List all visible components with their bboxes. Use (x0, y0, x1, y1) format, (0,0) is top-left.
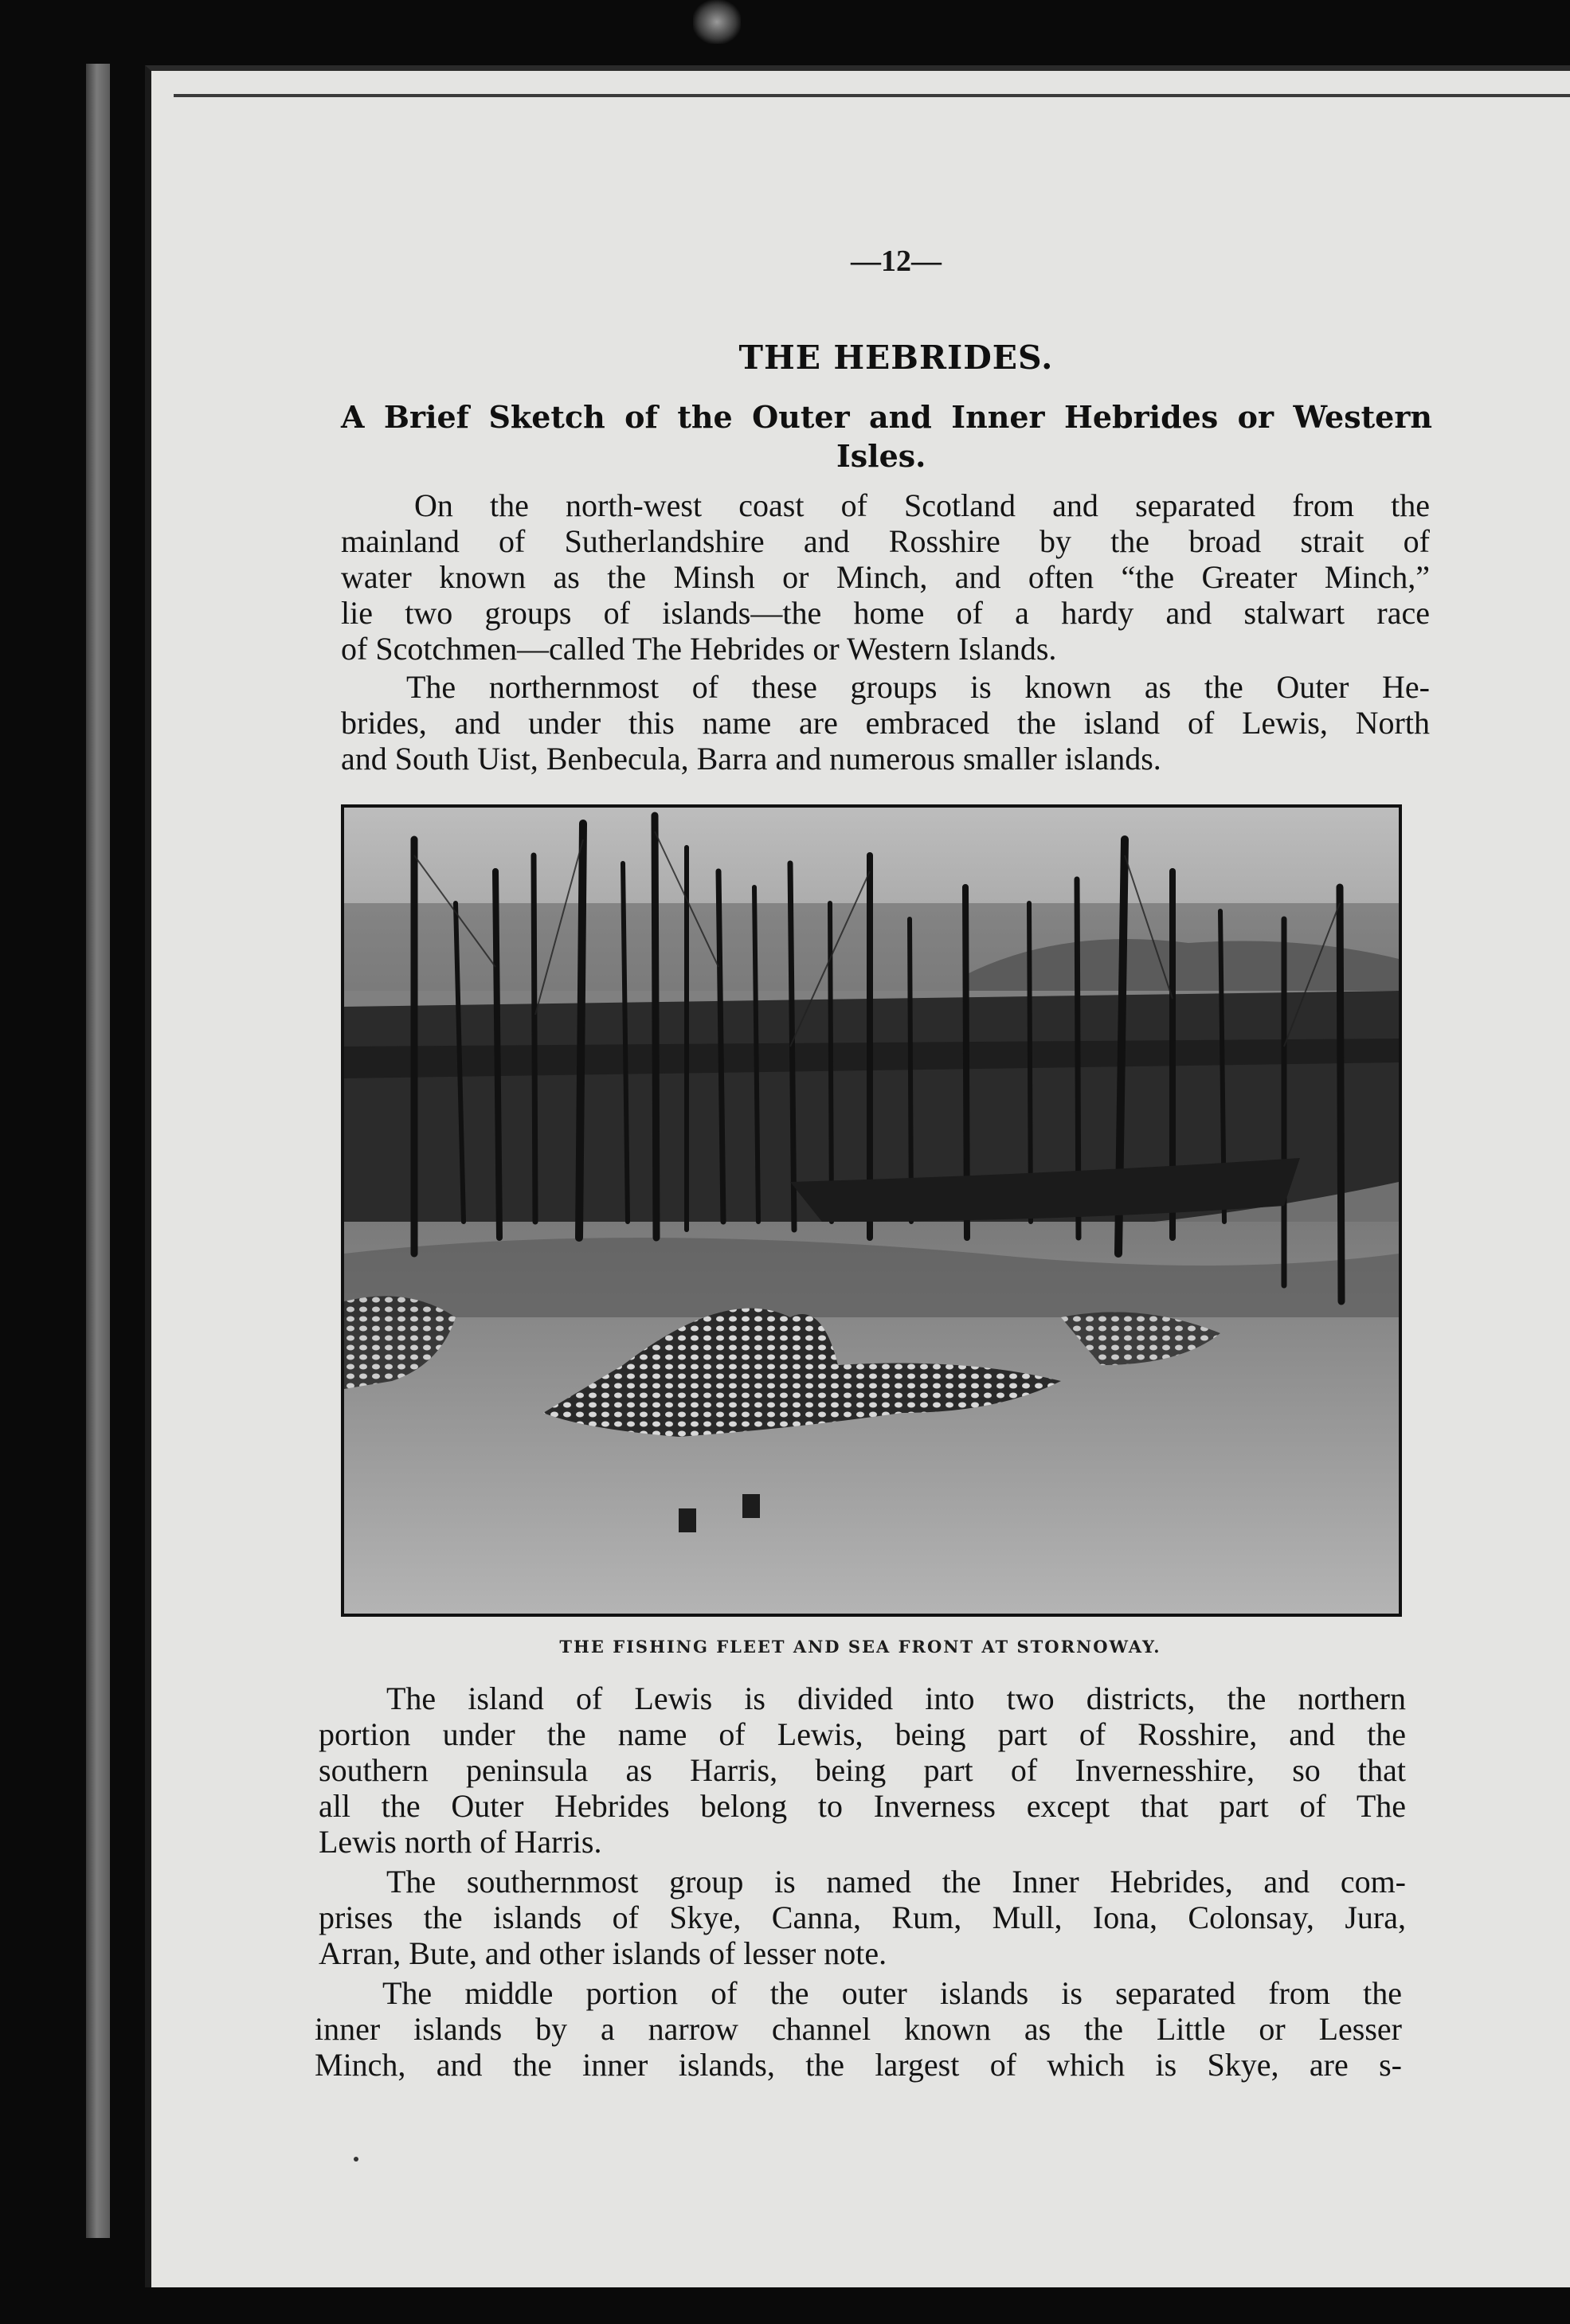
page-title: THE HEBRIDES. (738, 338, 1054, 377)
text-line: all the Outer Hebrides belong to Inverness except that part of The (319, 1788, 1406, 1824)
scan-smudge (693, 0, 741, 44)
text-line: and South Uist, Benbecula, Barra and numerous smaller islands. (341, 741, 1161, 777)
scan-speck (354, 2157, 358, 2162)
text-line: prises the islands of Skye, Canna, Rum, Mull, Iona, Colonsay, Jura, (319, 1899, 1406, 1935)
text-line: The northernmost of these groups is known as the Outer He- (406, 669, 1430, 705)
text-line: mainland of Sutherlandshire and Rosshire by the broad strait of (341, 523, 1430, 559)
text-line: brides, and under this name are embraced the island of Lewis, North (341, 705, 1430, 741)
fishing-fleet-illustration (344, 808, 1399, 1614)
text-line: of Scotchmen—called The Hebrides or Western Islands. (341, 631, 1057, 667)
text-line: lie two groups of islands—the home of a hardy and stalwart race (341, 595, 1430, 631)
text-line: Minch, and the inner islands, the largest of which is Skye, are s- (315, 2047, 1402, 2083)
stornoway-photo (341, 804, 1402, 1617)
text-line: The middle portion of the outer islands is separated from the (382, 1975, 1402, 2011)
text-line: portion under the name of Lewis, being part of Rosshire, and the (319, 1716, 1406, 1752)
page-top-rule (174, 94, 1570, 97)
text-line: water known as the Minsh or Minch, and often “the Greater Minch,” (341, 559, 1430, 595)
text-line: On the north-west coast of Scotland and separated from the (414, 487, 1430, 523)
subtitle-line-2: Isles. (836, 438, 926, 474)
subtitle-line-1: A Brief Sketch of the Outer and Inner Hebrides or Western (341, 399, 1432, 435)
text-line: Lewis north of Harris. (319, 1824, 602, 1860)
photo-caption: THE FISHING FLEET AND SEA FRONT AT STORNOWAY. (559, 1637, 1161, 1657)
book-spine-edge (86, 64, 110, 2238)
text-line: The island of Lewis is divided into two districts, the northern (386, 1680, 1406, 1716)
page-number: —12— (851, 245, 942, 278)
text-line: The southernmost group is named the Inner Hebrides, and com- (386, 1864, 1406, 1899)
text-line: southern peninsula as Harris, being part of Invernesshire, so that (319, 1752, 1406, 1788)
text-line: Arran, Bute, and other islands of lesser note. (319, 1935, 887, 1971)
text-line: inner islands by a narrow channel known as the Little or Lesser (315, 2011, 1402, 2047)
